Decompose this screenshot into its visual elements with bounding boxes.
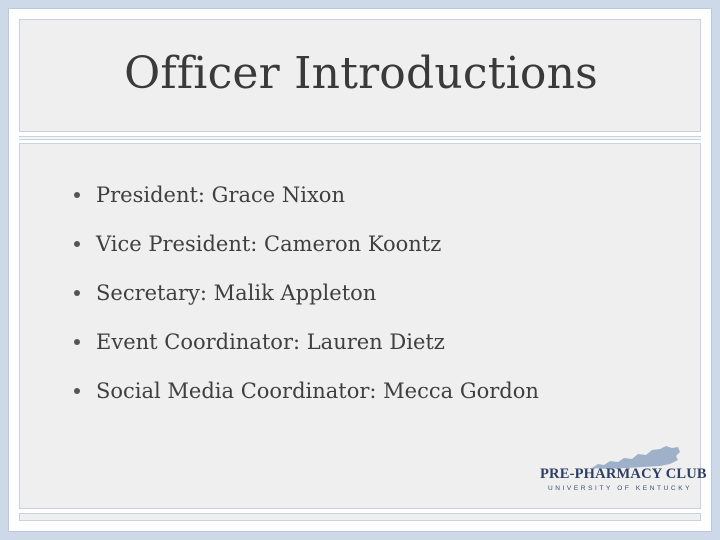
footer-strip xyxy=(19,513,701,521)
logo-subtitle: UNIVERSITY OF KENTUCKY xyxy=(547,485,693,492)
slide-title: Officer Introductions xyxy=(124,48,598,99)
logo-name: PRE-PHARMACY CLUB xyxy=(540,466,707,482)
content-panel xyxy=(19,143,707,509)
officer-social-media-coordinator: Social Media Coordinator: Mecca Gordon xyxy=(96,379,539,403)
officer-event-coordinator: Event Coordinator: Lauren Dietz xyxy=(96,330,445,354)
list-item xyxy=(74,223,539,272)
bullet-icon xyxy=(74,290,80,296)
bullet-icon xyxy=(74,388,80,394)
club-logo xyxy=(540,444,707,500)
bullet-icon xyxy=(74,241,80,247)
bullet-icon xyxy=(74,339,80,345)
officer-secretary: Secretary: Malik Appleton xyxy=(96,281,377,305)
list-item xyxy=(74,174,539,223)
list-item xyxy=(74,321,539,370)
bullet-icon xyxy=(74,192,80,198)
officer-vice-president: Vice President: Cameron Koontz xyxy=(96,232,442,256)
title-panel xyxy=(19,19,701,132)
list-item xyxy=(74,272,539,321)
slide xyxy=(8,8,712,532)
officer-list xyxy=(74,174,539,419)
officer-president: President: Grace Nixon xyxy=(96,183,345,207)
list-item xyxy=(74,370,539,419)
title-divider xyxy=(19,136,701,140)
